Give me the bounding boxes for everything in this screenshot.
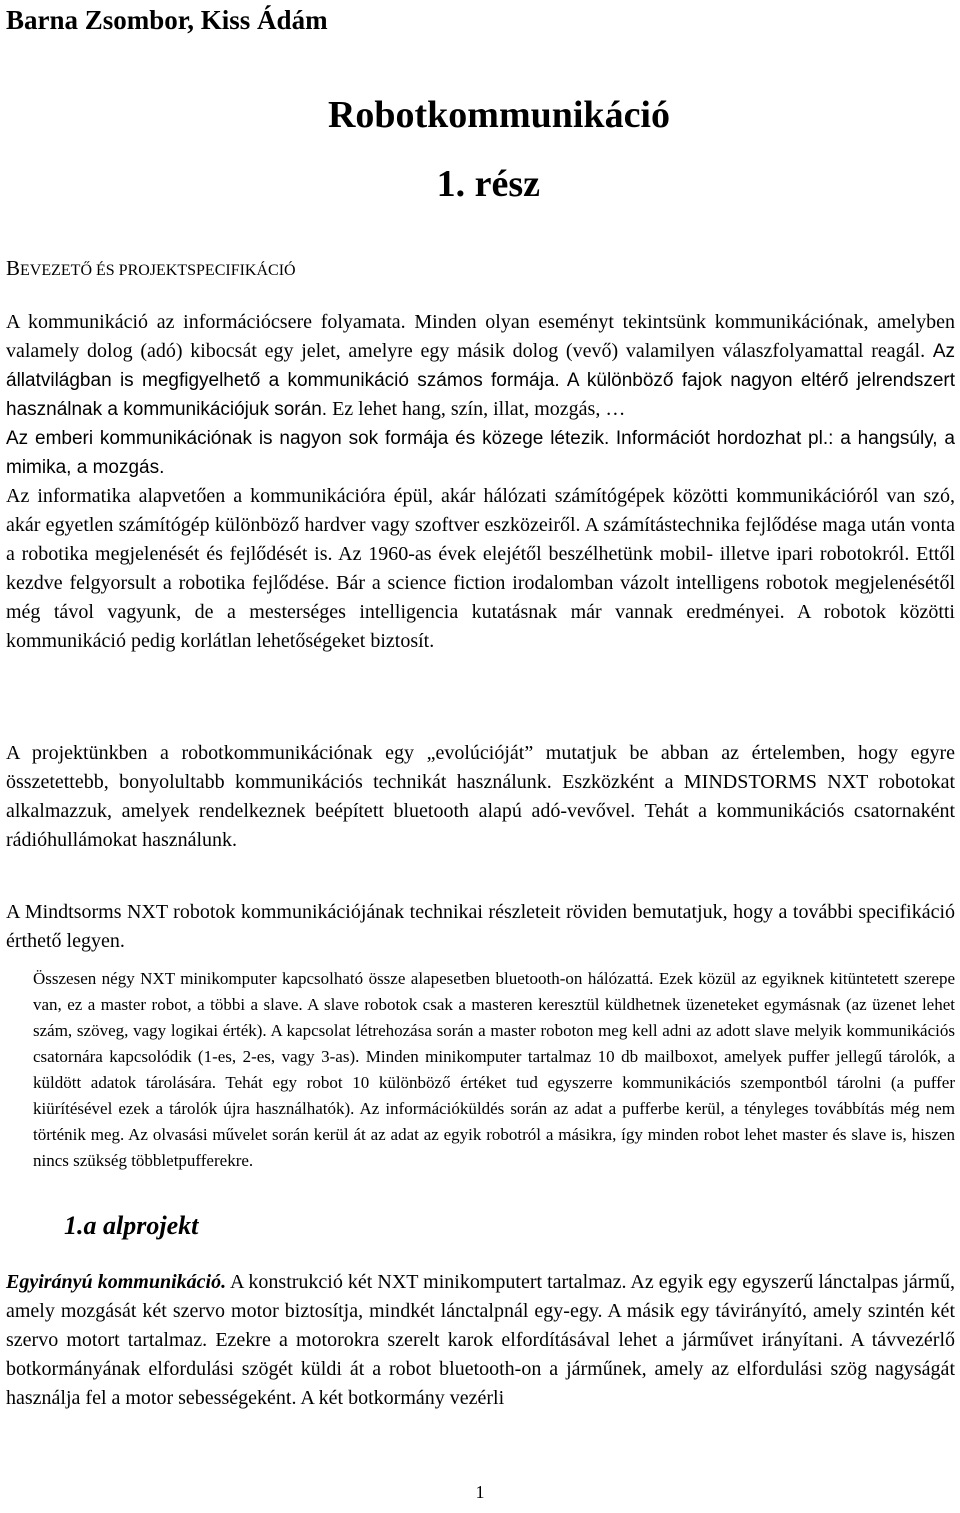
- section-heading-initial: B: [6, 256, 21, 280]
- document-subtitle: 1. rész: [436, 163, 540, 205]
- intro-text-4: Az emberi kommunikációnak is nagyon sok formája és közege létezik.: [6, 428, 610, 449]
- intro-text-6: Az informatika alapvetően a kommunikációra épül, akár hálózati számítógépek közötti kommunikációról van szó, akár egyetlen számítógép különböző hardver vagy szoftver eszközeiről. A számítástechnika fejlődése maga után vonta a robotika megjelenését és fejlődését is. Az 1960-as évek elejétől beszélhetünk mobil- illetve ipari robotokról. Ettől kezdve felgyorsult a robotika fejlődése. Bár a science fiction irodalomban vázolt intelligens robotok megjelenésétől még távol vagyunk, de a mesterséges intelligencia kutatásnak már vannak eredményei. A robotok közötti kommunikáció pedig korlátlan lehetőségeket biztosít.: [6, 485, 955, 652]
- document-title: Robotkommunikáció: [327, 94, 670, 136]
- project-paragraph: A projektünkben a robotkommunikációnak egy „evolúcióját” mutatjuk be abban az értelemben, hogy egyre összetettebb, bonyolultabb kommunikációs technikát használunk. Eszközként a MINDSTORMS NXT robotokat alkalmazzuk, amelyek rendelkeznek beépített bluetooth alapú adó-vevővel. Tehát a kommunikációs csatornaként rádióhullámokat használunk.: [6, 742, 955, 851]
- intro-text-3: Ez lehet hang, szín, illat, mozgás, …: [332, 398, 626, 420]
- authors: Barna Zsombor, Kiss Ádám: [6, 5, 328, 35]
- mindstorms-paragraph: A Mindtsorms NXT robotok kommunikációjának technikai részleteit röviden bemutatjuk, hogy a további specifikáció érthető legyen.: [6, 901, 955, 952]
- subproject-text: A konstrukció két NXT minikomputert tartalmaz. Az egyik egy egyszerű lánctalpas jármű, amely mozgását két szervo motor biztosítja, mindkét lánctalpnál egy-egy. A másik egy távirányító, amely szintén két szervo motort tartalmaz. Ezekre a motorokra szerelt karok elfordításával lehet a járművet irányítani. A távvezérlő botkormányának elfordulási szögét küldi át a robot bluetooth-on a járműnek, amely az elfordulási szög nagyságát használja fel a motor sebességeként. A két botkormány vezérli: [6, 1271, 955, 1409]
- section-heading: [6, 254, 296, 285]
- subproject-lead: Egyirányú kommunikáció.: [6, 1271, 227, 1293]
- page-number: 1: [475, 1482, 485, 1502]
- section-heading-rest: EVEZETŐ ÉS PROJEKTSPECIFIKÁCIÓ: [20, 262, 296, 279]
- subproject-heading: 1.a alprojekt: [64, 1211, 199, 1240]
- intro-text-2: Az állatvilágban is megfigyelhető a kommunikáció számos formája. A különböző fajok nagyon eltérő jelrendszert használnak a kommunikációjuk során.: [6, 341, 955, 420]
- intro-text-1: A kommunikáció az információcsere folyamata. Minden olyan eseményt tekintsünk kommunikációnak, amelyben valamely dolog (adó) kibocsát egy jelet, amelyre egy másik dolog (vevő) valamilyen válaszfolyamattal reagál.: [6, 311, 955, 362]
- intro-text-5: Információt hordozhat pl.: a hangsúly, a mimika, a mozgás.: [6, 428, 955, 478]
- title-block: [0, 92, 960, 207]
- details-paragraph: Összesen négy NXT minikomputer kapcsolható össze alapesetben bluetooth-on hálózattá. Ezek közül az egyiknek kitüntetett szerepe van, ez a master robot, a többi a slave. A slave robotok csak a masteren keresztül küldhetnek üzeneteket egymásnak (az üzenet lehet szám, szöveg, vagy logikai érték). A kapcsolat létrehozása során a master roboton meg kell adni az adott slave melyik kommunikációs csatornára kapcsolódik (1-es, 2-es, vagy 3-as). Minden minikomputer tartalmaz 10 db mailboxot, amelyek puffer jellegű tárolók, a küldött adatok tárolására. Tehát egy robot 10 különböző értéket tud egyszerre kommunikációs szempontból tárolni (a puffer kiürítésével ezek a tárolók újra használhatók). Az információküldés során az adat a pufferbe kerül, a tényleges továbbítás még nem történik meg. Az olvasási művelet során kerül át az adat az egyik robotról a másikra, így minden robot lehet master és slave is, hiszen nincs szükség többletpufferekre.: [33, 969, 955, 1170]
- subproject-paragraph: [6, 1268, 955, 1413]
- intro-paragraph: [6, 308, 955, 656]
